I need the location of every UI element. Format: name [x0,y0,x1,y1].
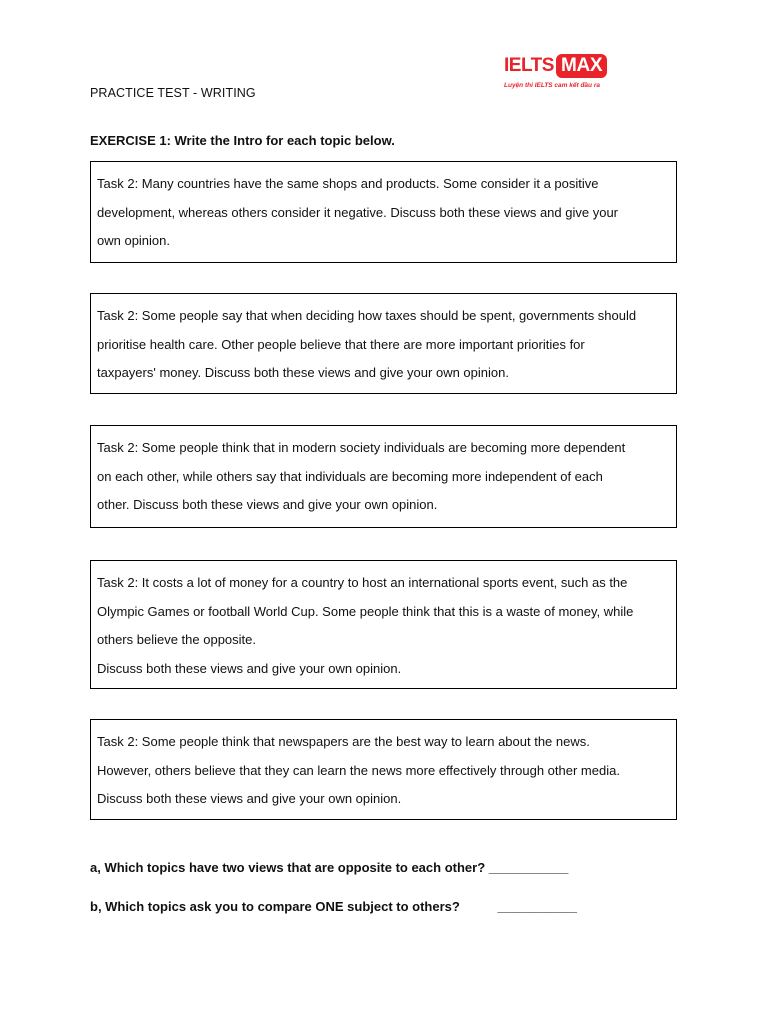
task-line: other. Discuss both these views and give your own opinion. [97,497,438,512]
exercise-heading: EXERCISE 1: Write the Intro for each topic below. [90,133,395,148]
task-box-4 [90,560,677,689]
task-line: taxpayers' money. Discuss both these views and give your own opinion. [97,365,509,380]
task-line: others believe the opposite. [97,632,256,647]
task-line: Discuss both these views and give your own opinion. [97,791,402,806]
task-box-3 [90,425,677,528]
task-box-2 [90,293,677,394]
page-title: PRACTICE TEST - WRITING [90,86,256,100]
task-line: development, whereas others consider it negative. Discuss both these views and give your [97,204,619,220]
question-b-blank: ___________ [497,899,577,914]
question-a-text: a, Which topics have two views that are opposite to each other? [90,860,486,875]
question-a [90,860,568,875]
task-line: However, others believe that they can learn the news more effectively through other media. [97,762,620,778]
task-line: Task 2: Some people think that newspapers are the best way to learn about the news. [97,734,590,749]
task-line: own opinion. [97,233,170,248]
task-line: prioritise health care. Other people believe that there are more important priorities for [97,336,585,352]
task-line: Discuss both these views and give your own opinion. [97,660,402,676]
question-b [90,899,577,914]
task-line: Task 2: Some people think that in modern society individuals are becoming more dependent [97,440,626,455]
logo-wordmark [504,52,614,80]
task-box-1 [90,161,677,263]
logo-max-badge: MAX [556,54,607,78]
ieltsmax-logo [504,52,614,89]
question-a-blank: ___________ [488,860,569,875]
task-box-5 [90,719,677,820]
logo-ielts-text: IELTS [504,55,554,76]
task-line: Task 2: Some people say that when deciding how taxes should be spent, governments should [97,308,637,323]
logo-tagline: Luyện thi IELTS cam kết đầu ra [504,82,600,89]
task-line: Task 2: Many countries have the same shops and products. Some consider it a positive [97,176,599,191]
task-line: Task 2: It costs a lot of money for a country to host an international sports event, such as the [97,575,628,590]
question-b-text: b, Which topics ask you to compare ONE subject to others? [90,899,460,914]
task-line: Olympic Games or football World Cup. Some people think that this is a waste of money, while [97,603,634,619]
task-line: on each other, while others say that individuals are becoming more independent of each [97,468,603,484]
